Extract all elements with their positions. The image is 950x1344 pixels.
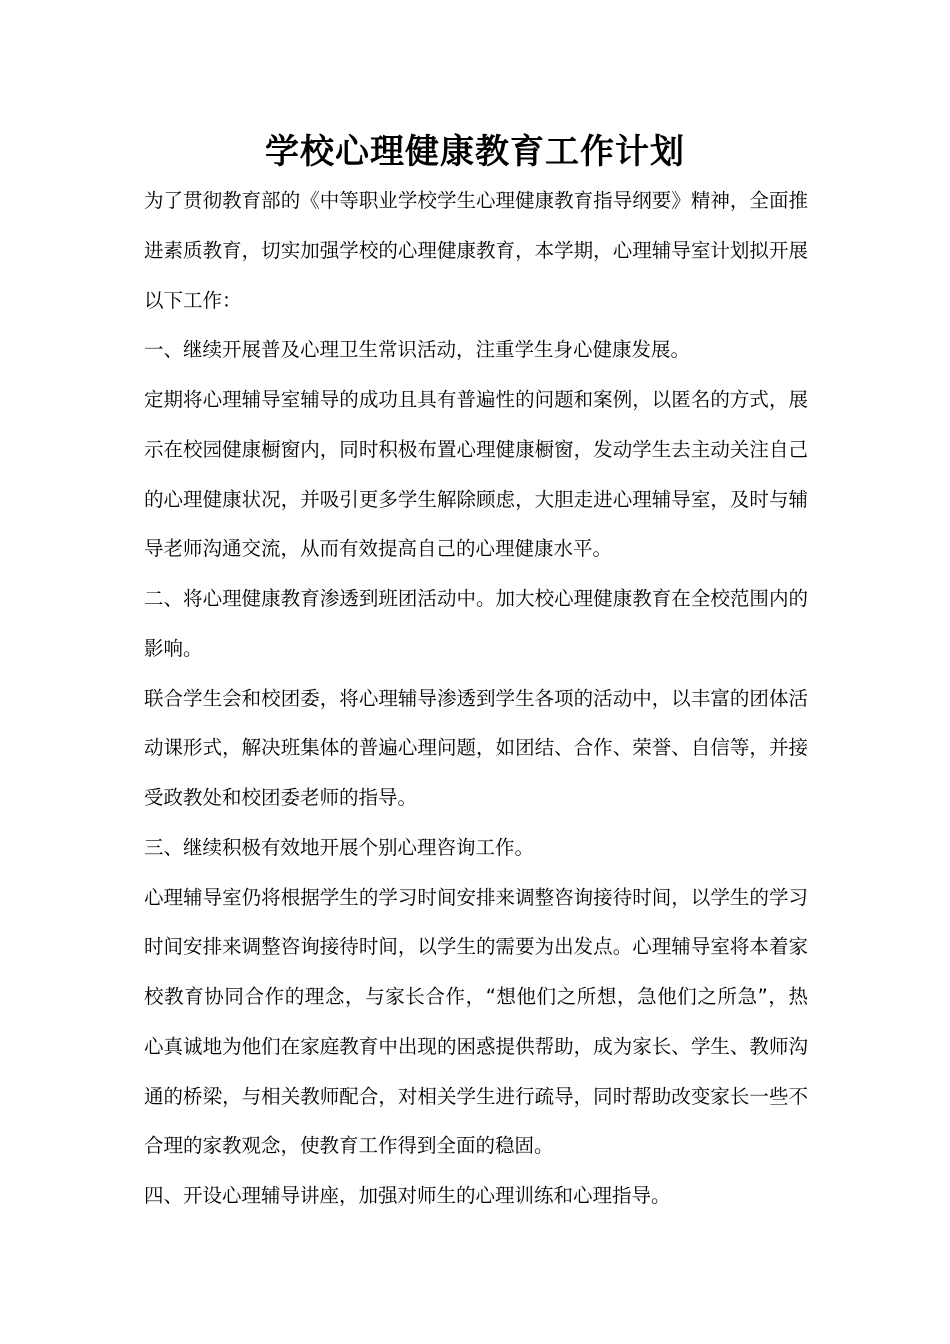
text-line: 受政教处和校团委老师的指导。 <box>144 786 418 809</box>
text-line: 动课形式，解决班集体的普遍心理问题，如团结、合作、荣誉、自信等，并接 <box>144 736 808 760</box>
text-line: 校教育协同合作的理念，与家长合作，“想他们之所想，急他们之所急”，热 <box>144 985 808 1008</box>
text-line: 以下工作： <box>144 288 242 312</box>
section-heading-2: 二、将心理健康教育渗透到班团活动中。加大校心理健康教育在全校范围内的 <box>144 587 808 610</box>
text-line: 心理辅导室仍将根据学生的学习时间安排来调整咨询接待时间，以学生的学习 <box>144 885 808 909</box>
text-line: 的心理健康状况，并吸引更多学生解除顾虑，大胆走进心理辅导室，及时与辅 <box>144 487 808 511</box>
text-line: 时间安排来调整咨询接待时间，以学生的需要为出发点。心理辅导室将本着家 <box>144 935 808 959</box>
document-title: 学校心理健康教育工作计划 <box>265 132 685 172</box>
section-heading-1: 一、继续开展普及心理卫生常识活动，注重学生身心健康发展。 <box>144 338 691 362</box>
text-line: 通的桥梁，与相关教师配合，对相关学生进行疏导，同时帮助改变家长一些不 <box>144 1084 808 1108</box>
text-line: 进素质教育，切实加强学校的心理健康教育，本学期，心理辅导室计划拟开展 <box>144 238 808 262</box>
text-line: 影响。 <box>144 636 203 660</box>
text-line: 心真诚地为他们在家庭教育中出现的困惑提供帮助，成为家长、学生、教师沟 <box>144 1034 808 1058</box>
text-line: 示在校园健康橱窗内，同时积极布置心理健康橱窗，发动学生去主动关注自己 <box>144 437 808 461</box>
text-line: 联合学生会和校团委，将心理辅导渗透到学生各项的活动中，以丰富的团体活 <box>144 686 808 710</box>
text-line: 导老师沟通交流，从而有效提高自己的心理健康水平。 <box>144 537 613 561</box>
section-heading-4: 四、开设心理辅导讲座，加强对师生的心理训练和心理指导。 <box>144 1184 671 1207</box>
text-line: 为了贯彻教育部的《中等职业学校学生心理健康教育指导纲要》精神，全面推 <box>144 189 808 212</box>
text-line: 定期将心理辅导室辅导的成功且具有普遍性的问题和案例，以匿名的方式，展 <box>144 388 808 411</box>
text-line: 合理的家教观念，使教育工作得到全面的稳固。 <box>144 1134 554 1158</box>
section-heading-3: 三、继续积极有效地开展个别心理咨询工作。 <box>144 835 535 859</box>
document-body <box>144 176 808 1221</box>
